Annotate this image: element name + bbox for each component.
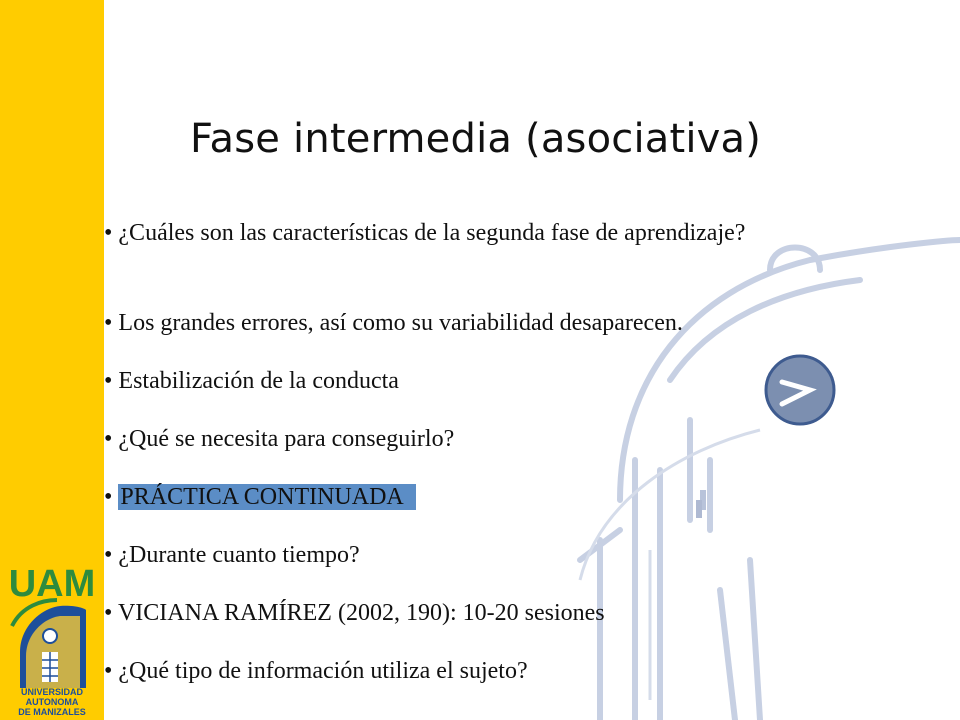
bullet-item-highlighted xyxy=(104,482,794,540)
highlighted-text: PRÁCTICA CONTINUADA xyxy=(118,484,415,510)
bullet-item: • ¿Cuáles son las características de la segunda fase de aprendizaje? xyxy=(104,220,746,246)
bullet-item: • ¿Qué tipo de información utiliza el sujeto? xyxy=(104,658,528,684)
logo-acronym: UAM xyxy=(8,563,96,605)
logo-line2: AUTONOMA xyxy=(25,697,79,707)
logo-line1: UNIVERSIDAD xyxy=(20,687,84,697)
bullet-item: • Los grandes errores, así como su variabilidad desaparecen. xyxy=(104,310,683,336)
bullet-list xyxy=(104,218,794,714)
logo-building-icon xyxy=(12,600,86,688)
slide-title: Fase intermedia (asociativa) xyxy=(190,116,762,162)
uam-logo xyxy=(2,556,102,716)
logo-line3: DE MANIZALES xyxy=(18,707,86,716)
bullet-item: • VICIANA RAMÍREZ (2002, 190): 10-20 sesiones xyxy=(104,600,605,626)
bullet-item: • ¿Qué se necesita para conseguirlo? xyxy=(104,426,455,452)
bullet-item: • ¿Durante cuanto tiempo? xyxy=(104,542,360,568)
bullet-item: • Estabilización de la conducta xyxy=(104,368,399,394)
bullet-marker: • xyxy=(104,484,113,510)
